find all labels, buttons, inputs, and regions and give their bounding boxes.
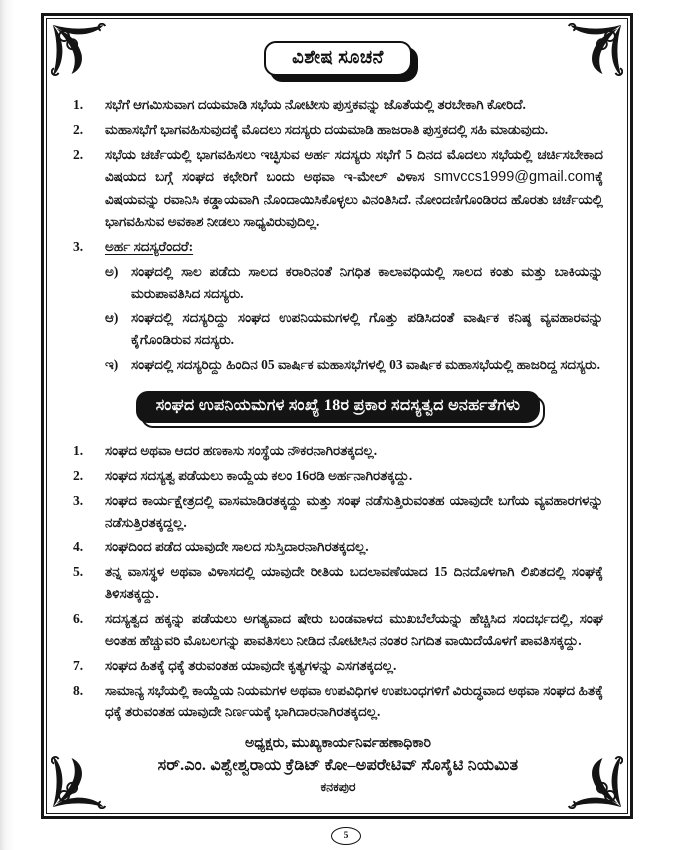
item-number: 6. bbox=[73, 610, 84, 626]
notice-item-1 bbox=[73, 94, 603, 116]
notice-subitem-a bbox=[105, 261, 603, 305]
society-place: ಕನಕಪುರ bbox=[320, 780, 356, 795]
disqualification-list bbox=[73, 440, 603, 723]
notice-item-3 bbox=[73, 144, 603, 233]
page-number-badge bbox=[331, 827, 361, 845]
rule-item-1 bbox=[73, 440, 603, 462]
notice-item-4 bbox=[73, 236, 603, 258]
item-number: 2. bbox=[73, 121, 84, 137]
signatory-titles: ಅಧ್ಯಕ್ಷರು, ಮುಖ್ಯಕಾರ್ಯನಿರ್ವಹಣಾಧಿಕಾರಿ bbox=[244, 736, 431, 752]
section-title-special-notice: ವಿಶೇಷ ಸೂಚನೆ bbox=[264, 41, 412, 76]
notice-item-2 bbox=[73, 119, 603, 141]
subitem-label: ಇ) bbox=[105, 357, 119, 373]
item-text: ಸದಸ್ಯತ್ವದ ಹಕ್ಕನ್ನು ಪಡೆಯಲು ಅಗತ್ಯವಾದ ಷೇರು ಬಂಡವಾಳದ ಮುಖಬೆಲೆಯನ್ನು ಹೆಚ್ಚಿಸಿದ ಸಂದರ್ಭದಲ್ಲಿ, ಸಂಘ ಅಂತಹ ಹೆಚ್ಚುವರಿ ಮೊಬಲಗನ್ನು ಪಾವತಿಸಲು ನೀಡಿದ ನೋಟೀಸಿನ ನಂತರ ನಿಗದಿತ ವಾಯಿದೆಯೊಳಗೆ ಪಾವತಿಸಕ್ಕದ್ದು. bbox=[105, 610, 603, 648]
subitem-label: ಅ) bbox=[105, 263, 119, 279]
item-text: ಮಹಾಸಭೆಗೆ ಭಾಗವಹಿಸುವುದಕ್ಕೆ ಮೊದಲು ಸದಸ್ಯರು ದಯಮಾಡಿ ಹಾಜರಾತಿ ಪುಸ್ತಕದಲ್ಲಿ ಸಹಿ ಮಾಡುವುದು. bbox=[105, 121, 549, 137]
rule-item-3 bbox=[73, 490, 603, 534]
item-number: 1. bbox=[73, 442, 84, 458]
subitem-label: ಆ) bbox=[105, 310, 119, 326]
special-notice-list bbox=[73, 94, 603, 376]
item-text: ಸಾಮಾನ್ಯ ಸಭೆಯಲ್ಲಿ ಕಾಯ್ದೆಯ ನಿಯಮಗಳ ಅಥವಾ ಉಪವಿಧಿಗಳ ಉಪಬಂಧಗಳಿಗೆ ವಿರುದ್ಧವಾದ ಅಥವಾ ಸಂಘದ ಹಿತಕ್ಕೆ ಧಕ್ಕೆ ತರುವಂತಹ ಯಾವುದೇ ನಿರ್ಣಯಕ್ಕೆ ಭಾಗಿದಾರನಾಗಿರತಕ್ಕದಲ್ಲ. bbox=[105, 682, 603, 720]
item-text: ಸಂಘದಿಂದ ಪಡೆದ ಯಾವುದೇ ಸಾಲದ ಸುಸ್ತಿದಾರನಾಗಿರತಕ್ಕದಲ್ಲ. bbox=[105, 539, 369, 555]
item-text-before-email: ಸಭೆಯ ಚರ್ಚೆಯಲ್ಲಿ ಭಾಗವಹಿಸಲು ಇಚ್ಛಿಸುವ ಅರ್ಹ ಸದಸ್ಯರು ಸಭೆಗೆ 5 ದಿನದ ಮೊದಲು ಸಭೆಯಲ್ಲಿ ಚರ್ಚಿಸಬೇಕಾದ ವಿಷಯದ ಬಗ್ಗೆ ಸಂಘದ ಕಛೇರಿಗೆ ಬಂದು ಅಥವಾ ಇ-ಮೇಲ್ ವಿಳಾಸ bbox=[105, 146, 603, 184]
item-number: 2. bbox=[73, 467, 84, 483]
item-number: 8. bbox=[73, 682, 84, 698]
item-text: ಸಂಘದ ಅಥವಾ ಆದರ ಹಣಕಾಸು ಸಂಸ್ಥೆಯ ನೌಕರನಾಗಿರತಕ್ಕದಲ್ಲ. bbox=[105, 442, 378, 458]
notice-subitem-i bbox=[105, 354, 603, 376]
item-number: 2. bbox=[73, 146, 84, 162]
item-number: 5. bbox=[73, 564, 84, 580]
rule-item-8 bbox=[73, 680, 603, 724]
section-title-disqualifications: ಸಂಘದ ಉಪನಿಯಮಗಳ ಸಂಖ್ಯೆ 18ರ ಪ್ರಕಾರ ಸದಸ್ಯತ್ವದ ಅನರ್ಹತೆಗಳು bbox=[136, 391, 541, 423]
item-text: ಸಂಘದ ಕಾರ್ಯಕ್ಷೇತ್ರದಲ್ಲಿ ವಾಸಮಾಡಿರತಕ್ಕದ್ದು ಮತ್ತು ಸಂಘ ನಡೆಸುತ್ತಿರುವಂತಹ ಯಾವುದೇ ಬಗೆಯ ವ್ಯವಹಾರಗಳನ್ನು ನಡೆಸುತ್ತಿರತಕ್ಕದ್ದಲ್ಲ. bbox=[105, 492, 603, 530]
item-number: 3. bbox=[73, 492, 84, 508]
society-name: ಸರ್.ಎಂ. ವಿಶ್ವೇಶ್ವರಾಯ ಕ್ರೆಡಿಟ್ ಕೋ–ಅಪರೇಟಿವ್ ಸೊಸೈಟಿ ನಿಯಮಿತ bbox=[157, 757, 519, 775]
rule-item-2 bbox=[73, 465, 603, 487]
rule-item-7 bbox=[73, 655, 603, 677]
email-address: smvccs1999@gmail.com bbox=[433, 168, 596, 185]
subitem-text: ಸಂಘದಲ್ಲಿ ಸದಸ್ಯರಿದ್ದು ಹಿಂದಿನ 05 ವಾರ್ಷಿಕ ಮಹಾಸಭೆಗಳಲ್ಲಿ 03 ವಾರ್ಷಿಕ ಮಹಾಸಭೆಯಲ್ಲಿ ಹಾಜರಿದ್ದ ಸದಸ್ಯರು. bbox=[131, 357, 600, 373]
item-number: 3. bbox=[73, 238, 84, 254]
page-number: 5 bbox=[343, 831, 349, 841]
rule-item-4 bbox=[73, 536, 603, 558]
item-text-after-email: ಕ್ಕೆ ವಿಷಯವನ್ನು ರವಾನಿಸಿ ಕಡ್ಡಾಯವಾಗಿ ನೊಂದಾಯಿಸಿಕೊಳ್ಳಲು ವಿನಂತಿಸಿದೆ. ನೋಂದಣಿಗೊಂಡಿರದ ಹೊರತು ಚರ್ಚೆಯಲ್ಲಿ ಭಾಗವಹಿಸುವ ಅವಕಾಶ ನೀಡಲು ಸಾಧ್ಯವಿರುವುದಿಲ್ಲ. bbox=[105, 168, 604, 229]
item-text: ತನ್ನ ವಾಸಸ್ಥಳ ಅಥವಾ ವಿಳಾಸದಲ್ಲಿ ಯಾವುದೇ ರೀತಿಯ ಬದಲಾವಣೆಯಾದ 15 ದಿನದೊಳಗಾಗಿ ಲಿಖಿತದಲ್ಲಿ ಸಂಘಕ್ಕೆ ತಿಳಿಸತಕ್ಕದ್ದು. bbox=[105, 564, 603, 602]
notice-subitem-aa bbox=[105, 307, 603, 351]
eligible-members-heading: ಅರ್ಹ ಸದಸ್ಯರೆಂದರೆ: bbox=[105, 238, 194, 254]
item-text: ಸಭೆಗೆ ಆಗಮಿಸುವಾಗ ದಯಮಾಡಿ ಸಭೆಯ ನೋಟೀಸು ಪುಸ್ತಕವನ್ನು ಜೊತೆಯಲ್ಲಿ ತರಬೇಕಾಗಿ ಕೋರಿದೆ. bbox=[105, 97, 526, 112]
page-border-frame bbox=[41, 13, 633, 819]
item-text: ಸಂಘದ ಸದಸ್ಯತ್ವ ಪಡೆಯಲು ಕಾಯ್ದೆಯ ಕಲಂ 16ರಡಿ ಅರ್ಹನಾಗಿರತಕ್ಕದ್ದು. bbox=[105, 467, 413, 483]
subitem-text: ಸಂಘದಲ್ಲಿ ಸಾಲ ಪಡೆದು ಸಾಲದ ಕರಾರಿನಂತೆ ನಿಗಧಿತ ಕಾಲಾವಧಿಯಲ್ಲಿ ಸಾಲದ ಕಂತು ಮತ್ತು ಬಾಕಿಯನ್ನು ಮರುಪಾವತಿಸಿದ ಸದಸ್ಯರು. bbox=[131, 263, 603, 301]
item-text: ಸಂಘದ ಹಿತಕ್ಕೆ ಧಕ್ಕೆ ತರುವಂತಹ ಯಾವುದೇ ಕೃತ್ಯಗಳನ್ನು ಎಸಗತಕ್ಕದಲ್ಲ. bbox=[105, 657, 397, 673]
item-text bbox=[105, 144, 603, 233]
signature-block bbox=[73, 736, 603, 795]
item-number: 1. bbox=[73, 97, 84, 112]
rule-item-5 bbox=[73, 561, 603, 605]
rule-item-6 bbox=[73, 608, 603, 652]
page-content bbox=[47, 19, 627, 813]
item-number: 7. bbox=[73, 657, 84, 673]
subitem-text: ಸಂಘದಲ್ಲಿ ಸದಸ್ಯರಿದ್ದು ಸಂಘದ ಉಪನಿಯಮಗಳಲ್ಲಿ ಗೊತ್ತು ಪಡಿಸಿದಂತೆ ವಾರ್ಷಿಕ ಕನಿಷ್ಠ ವ್ಯವಹಾರವನ್ನು ಕೈಗೊಂಡಿರುವ ಸದಸ್ಯರು. bbox=[131, 310, 603, 348]
item-number: 4. bbox=[73, 539, 84, 555]
